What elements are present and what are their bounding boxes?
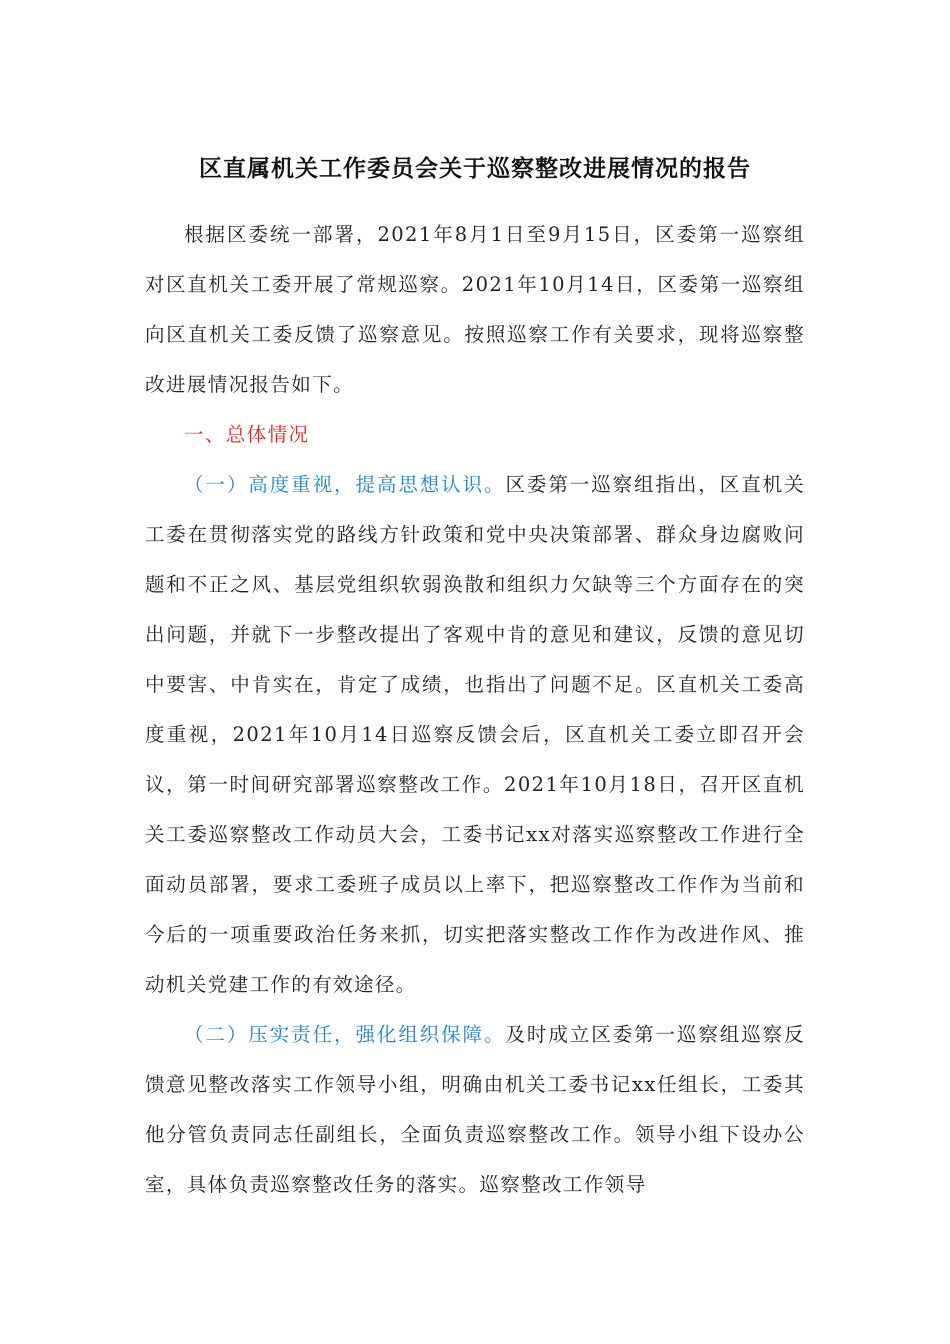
intro-paragraph: 根据区委统一部署，2021年8月1日至9月15日，区委第一巡察组对区直机关工委开展了常规巡察。2021年10月14日，区委第一巡察组向区直机关工委反馈了巡察意见。按照巡察工作有关要求，现将巡察整改进展情况报告如下。 [145,223,805,396]
subsection-1-heading: （一）高度重视，提高思想认识。 [184,473,506,496]
subsection-2-body: 及时成立区委第一巡察组巡察反馈意见整改落实工作领导小组，明确由机关工委书记xx任组长，工委其他分管负责同志任副组长，全面负责巡察整改工作。领导小组下设办公室，具体负责巡察整改任务的落实。巡察整改工作领导 [145,1023,805,1196]
subsection-1-paragraph [145,460,805,1010]
subsection-2-paragraph [145,1010,805,1210]
subsection-2-heading: （二）压实责任，强化组织保障。 [184,1023,506,1046]
subsection-1-body: 区委第一巡察组指出，区直机关工委在贯彻落实党的路线方针政策和党中央决策部署、群众身边腐败问题和不正之风、基层党组织软弱涣散和组织力欠缺等三个方面存在的突出问题，并就下一步整改提出了客观中肯的意见和建议，反馈的意见切中要害、中肯实在，肯定了成绩，也指出了问题不足。区直机关工委高度重视，2021年10月14日巡察反馈会后，区直机关工委立即召开会议，第一时间研究部署巡察整改工作。2021年10月18日，召开区直机关工委巡察整改工作动员大会，工委书记xx对落实巡察整改工作进行全面动员部署，要求工委班子成员以上率下，把巡察整改工作作为当前和今后的一项重要政治任务来抓，切实把落实整改工作作为改进作风、推动机关党建工作的有效途径。 [145,473,805,996]
section-heading-overview: 一、总体情况 [184,423,310,446]
document-body [145,210,805,1210]
document-title: 区直属机关工作委员会关于巡察整改进展情况的报告 [199,155,751,182]
